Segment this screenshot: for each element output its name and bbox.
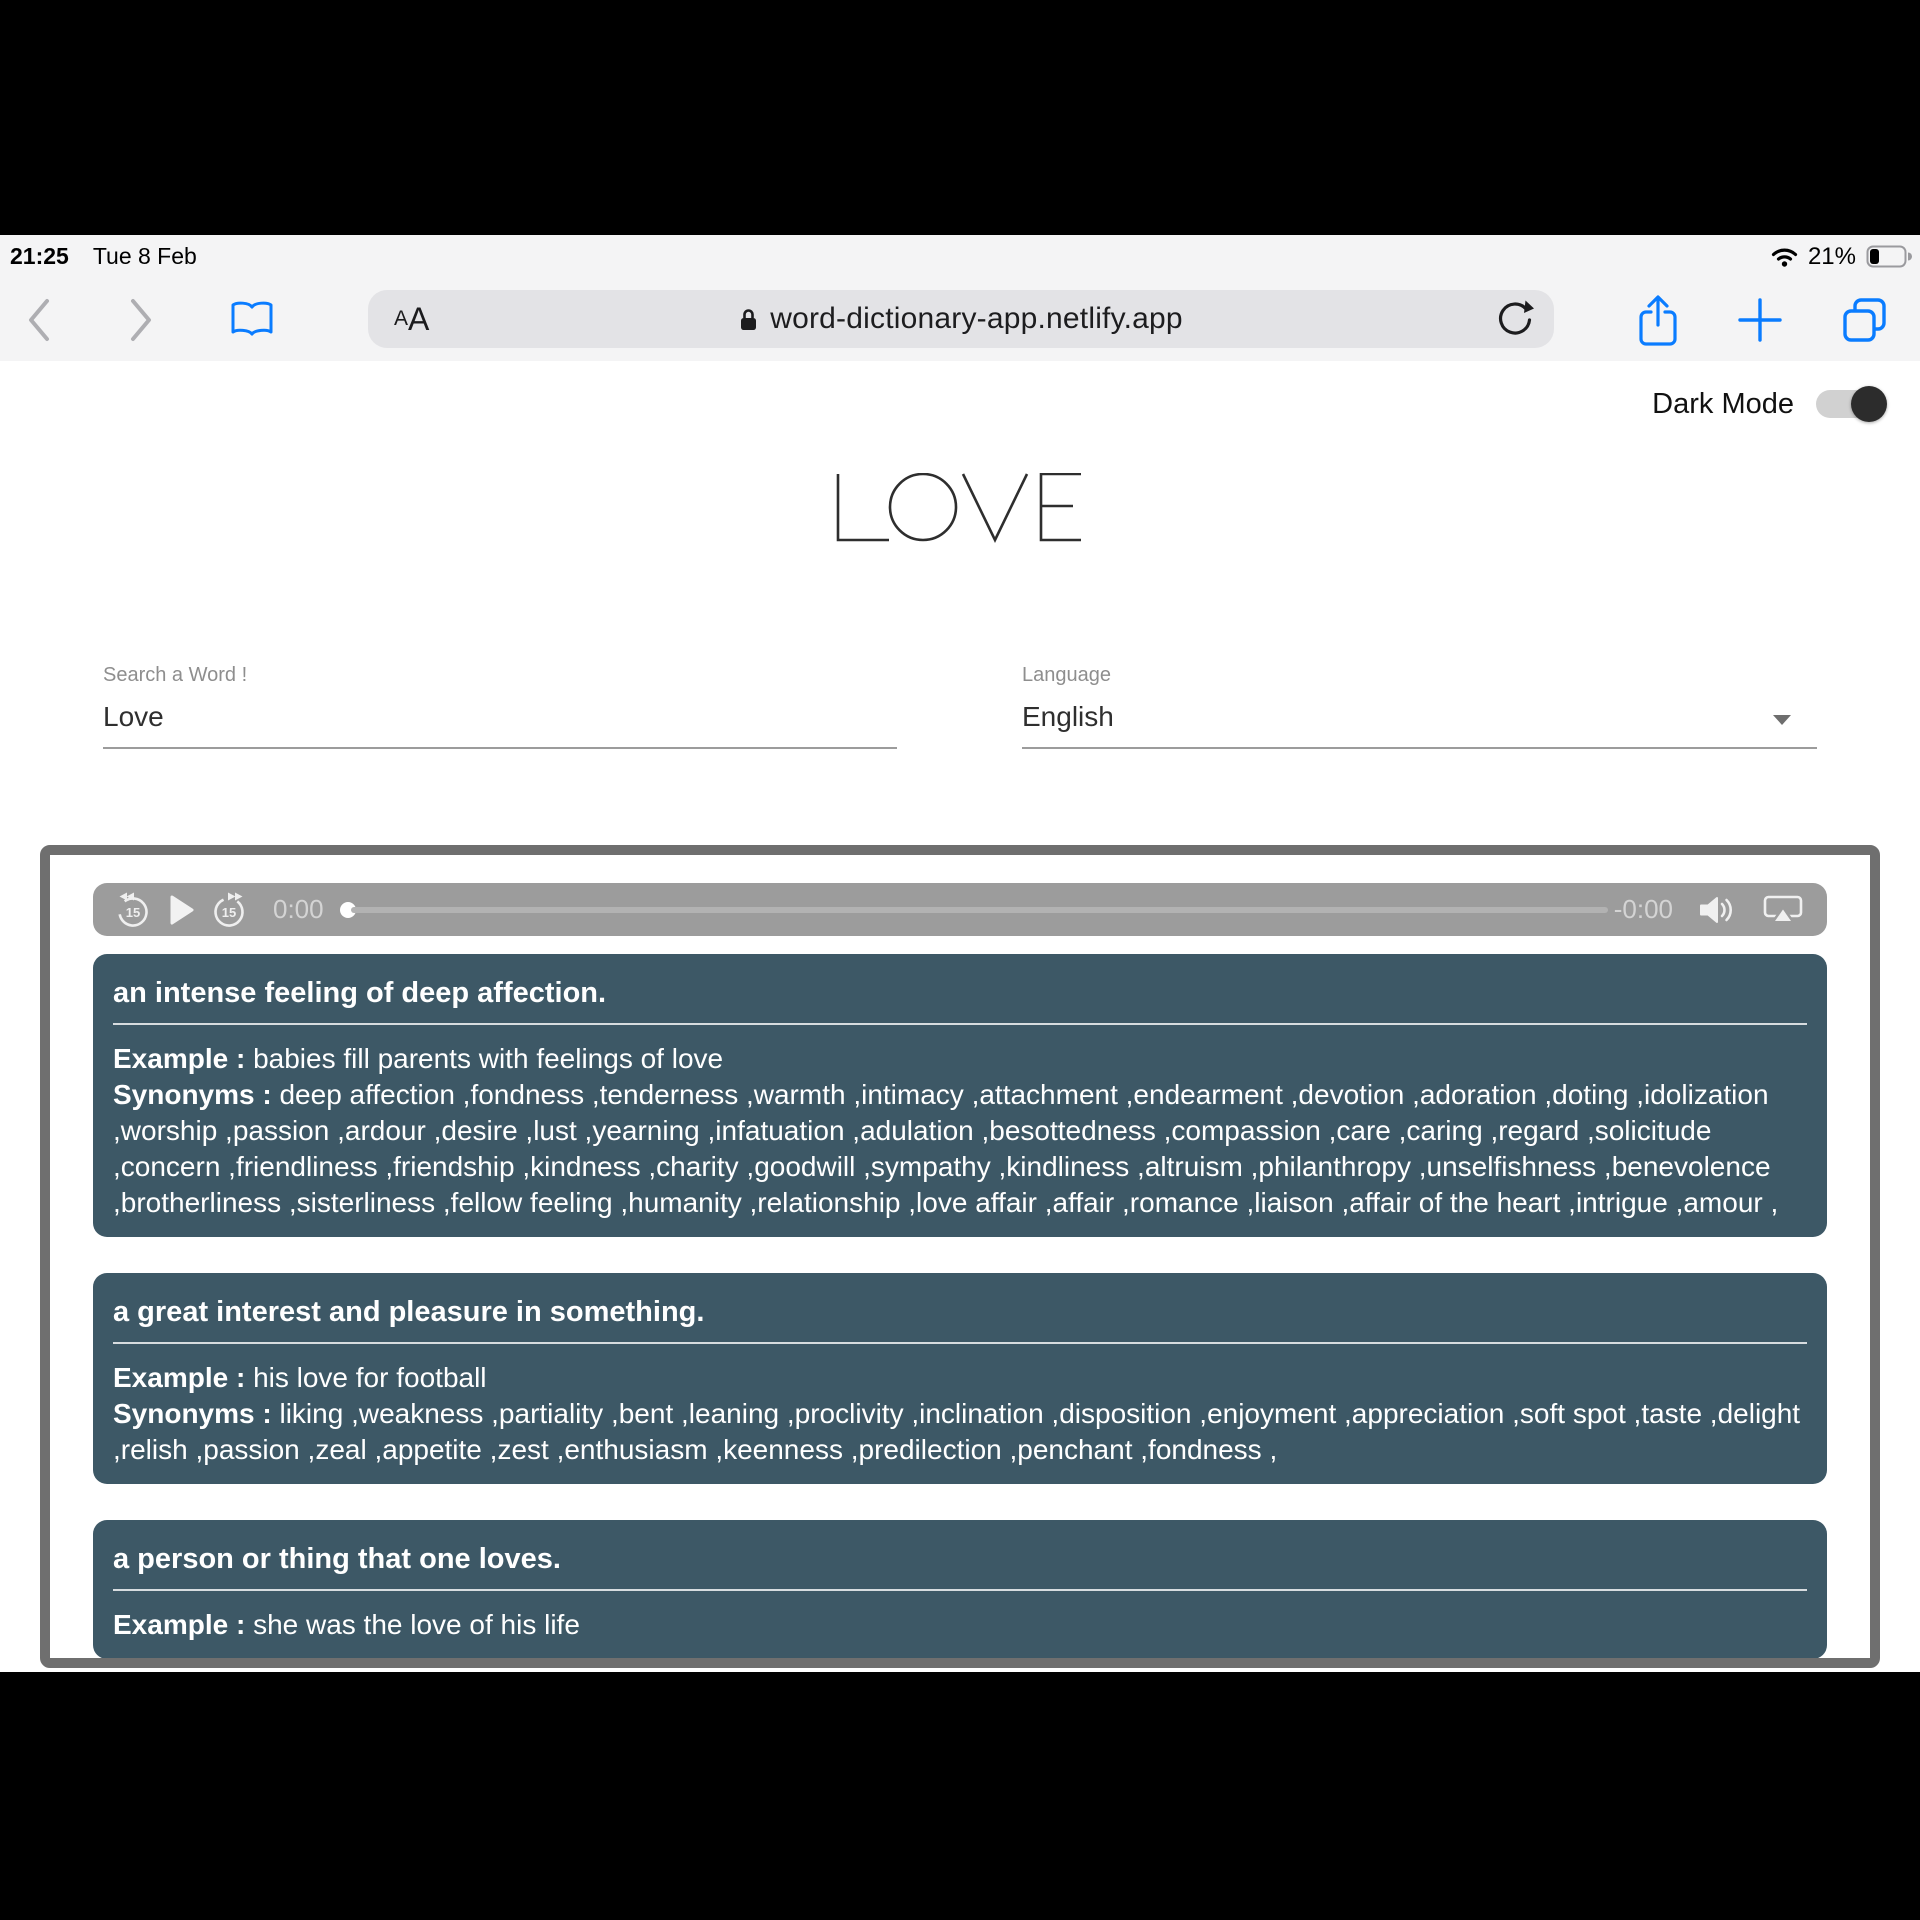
- dark-mode-label: Dark Mode: [1652, 387, 1794, 420]
- page-title-art: [835, 473, 1085, 543]
- synonyms-line: [113, 1077, 1807, 1221]
- divider: [113, 1342, 1807, 1344]
- text-size-small-a: A: [394, 307, 409, 330]
- url-text: word-dictionary-app.netlify.app: [770, 302, 1183, 335]
- new-tab-icon[interactable]: [1738, 298, 1782, 342]
- elapsed-time: 0:00: [273, 894, 324, 924]
- status-time: 21:25: [10, 243, 69, 269]
- synonyms-text: deep affection ,fondness ,tenderness ,warmth ,intimacy ,attachment ,endearment ,devotion ,adoration ,doting ,idolization ,worship ,passion ,ardour ,desire ,lust ,yearning ,infatuation ,adulation ,besottedness ,compassion ,care ,caring ,regard ,solicitude ,concern ,friendliness ,friendship ,kindness ,charity ,goodwill ,sympathy ,kindliness ,altruism ,philanthropy ,unselfishness ,benevolence ,brotherliness ,sisterliness ,fellow feeling ,humanity ,relationship ,love affair ,affair ,romance ,liaison ,affair of the heart ,intrigue ,amour ,: [113, 1079, 1779, 1218]
- definition-text: a person or thing that one loves.: [113, 1543, 561, 1575]
- remaining-time: -0:00: [1613, 894, 1673, 924]
- definition-card: [93, 1520, 1827, 1659]
- address-bar[interactable]: [368, 290, 1554, 348]
- text-size-button[interactable]: [394, 290, 429, 348]
- play-button[interactable]: [169, 895, 195, 925]
- example-text: babies fill parents with feelings of love: [253, 1043, 724, 1074]
- wifi-icon: [1771, 246, 1798, 267]
- example-label: Example :: [113, 1043, 246, 1074]
- example-line: [113, 1607, 1807, 1643]
- language-value[interactable]: English: [1022, 701, 1817, 749]
- status-date: Tue 8 Feb: [92, 243, 197, 269]
- example-line: [113, 1360, 1807, 1396]
- browser-toolbar: [0, 278, 1920, 362]
- lock-icon: [739, 307, 758, 332]
- toggle-thumb[interactable]: [1851, 386, 1887, 422]
- forward-15-button[interactable]: [211, 891, 247, 929]
- search-label: Search a Word !: [103, 664, 248, 686]
- airplay-icon[interactable]: [1763, 895, 1803, 925]
- definition-text: an intense feeling of deep affection.: [113, 977, 607, 1009]
- page-title: [0, 473, 1920, 543]
- battery-percent: 21%: [1807, 242, 1856, 270]
- bookmarks-icon[interactable]: [228, 299, 276, 341]
- search-value[interactable]: Love: [103, 701, 897, 749]
- definition-card: [93, 954, 1827, 1237]
- example-line: [113, 1041, 1807, 1077]
- example-text: his love for football: [253, 1362, 487, 1393]
- dark-mode-toggle[interactable]: [1816, 390, 1884, 418]
- tabs-icon[interactable]: [1842, 297, 1888, 343]
- svg-text:15: 15: [221, 904, 237, 920]
- language-label: Language: [1022, 664, 1111, 686]
- synonyms-text: liking ,weakness ,partiality ,bent ,leaning ,proclivity ,inclination ,disposition ,enjoyment ,appreciation ,soft spot ,taste ,delight ,relish ,passion ,zeal ,appetite ,zest ,enthusiasm ,keenness ,predilection ,penchant ,fondness ,: [113, 1398, 1801, 1465]
- seek-track[interactable]: [351, 907, 1608, 913]
- results-container: [40, 845, 1880, 1668]
- language-select[interactable]: [1022, 664, 1817, 749]
- example-label: Example :: [113, 1609, 246, 1640]
- chevron-down-icon[interactable]: [1773, 715, 1791, 725]
- synonyms-line: [113, 1396, 1807, 1468]
- volume-icon[interactable]: [1699, 895, 1735, 925]
- dark-mode-row: [1652, 383, 1884, 425]
- svg-text:15: 15: [125, 904, 141, 920]
- divider: [113, 1023, 1807, 1025]
- battery-icon: [1866, 245, 1912, 268]
- seek-bar[interactable]: [340, 902, 1608, 918]
- synonyms-label: Synonyms :: [113, 1398, 272, 1429]
- audio-player[interactable]: [93, 883, 1827, 936]
- forward-button[interactable]: [128, 297, 154, 343]
- definition-text: a great interest and pleasure in something.: [113, 1296, 705, 1328]
- reload-button[interactable]: [1494, 299, 1534, 341]
- text-size-large-a: A: [408, 300, 430, 337]
- rewind-15-button[interactable]: [115, 891, 151, 929]
- example-text: she was the love of his life: [253, 1609, 580, 1640]
- definition-card: [93, 1273, 1827, 1484]
- search-input[interactable]: [103, 664, 897, 749]
- status-bar: [0, 235, 1920, 278]
- divider: [113, 1589, 1807, 1591]
- example-label: Example :: [113, 1362, 246, 1393]
- share-icon[interactable]: [1636, 293, 1680, 349]
- web-page: [0, 361, 1920, 1672]
- back-button[interactable]: [26, 297, 52, 343]
- synonyms-label: Synonyms :: [113, 1079, 272, 1110]
